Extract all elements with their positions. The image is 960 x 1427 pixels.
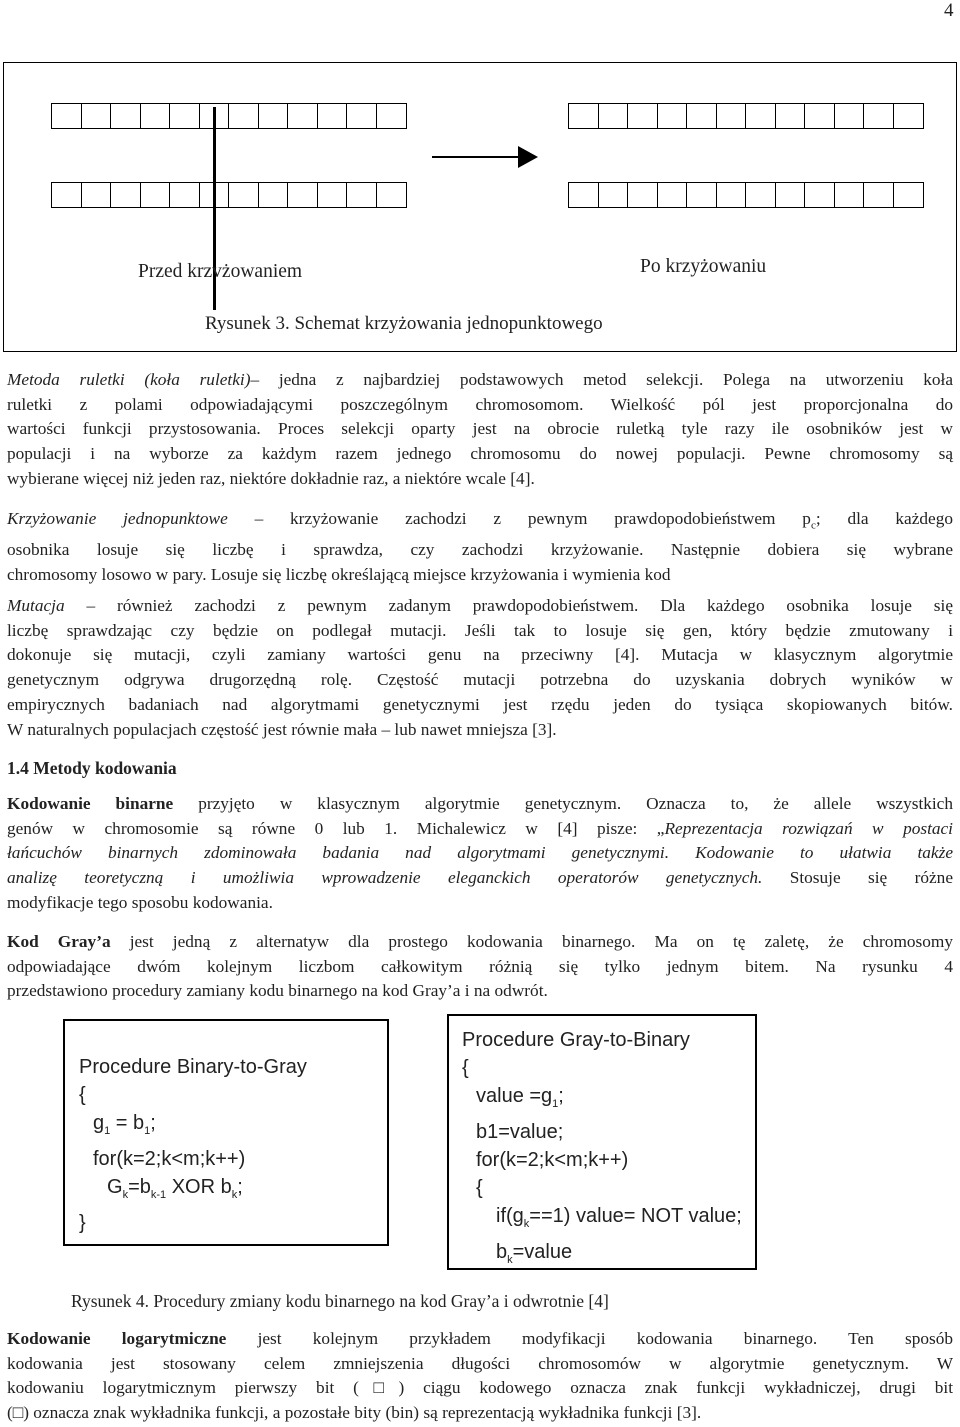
log-coding-paragraph: Kodowanie logarytmiczne jest kolejnym przykładem modyfikacji kodowania binarnego. Ten sposób kodowania jest stosowany celem zmniejszenia długości chromosomów w algorytmie genetycznym. W kodowaniu logarytmicznym pierwszy bit (□) ciągu kodowego oznacza znak funkcji wykładniczej, drugi bit (□) oznacza znak wykładnika funkcji, a pozostałe bity (bin) są reprezentacją wykładnika funkcji [3]. xyxy=(7,1329,953,1423)
gene-cell xyxy=(598,182,629,208)
term-mutation: Mutacja xyxy=(7,596,65,615)
gene-cell xyxy=(346,182,377,208)
roulette-paragraph: Metoda ruletki (koła ruletki)– jedna z najbardziej podstawowych metod selekcji. Polega na utworzeniu koła ruletki z polami odpowiadającymi poszczególnym chromosomom. Wielkość pól jest proporcjonalna do wartości funkcji przystosowania. Proces selekcji oparty jest na obrocie ruletką tyle razy ile osobników jest w populacji i na wyborze za każdym razem jednego chromosomu do nowej populacji. Pewne chromosomy są wybierane więcej niż jeden raz, niektóre dokładnie raz, a niektóre wcale [4]. xyxy=(7,370,953,488)
gene-cell xyxy=(893,182,924,208)
mutation-paragraph: Mutacja – również zachodzi z pewnym zadanym prawdopodobieństwem. Dla każdego osobnika losuje się liczbę sprawdzając czy będzie on podlegał mutacji. Jeśli tak to losuje się gen, który będzie zmutowany i dokonuje się mutacji, czyli zamiany wartości genu na przeciwny [4]. Mutacja w klasycznym algorytmie genetycznym odgrywa drugorzędną rolę. Częstość mutacji potrzebna do uzyskania dobrych wyników w empirycznych badaniach nad algorytmami genetycznymi jest rzędu jeden do tysiąca skopiowanych bitów. W naturalnych populacjach częstość jest równie mała – lub nawet mniejsza [3]. xyxy=(7,596,953,739)
gene-cell xyxy=(110,182,141,208)
gene-cell xyxy=(140,182,171,208)
gene-cell xyxy=(258,182,289,208)
figure-4-caption: Rysunek 4. Procedury zmiany kodu binarnego na kod Gray’a i odwrotnie [4] xyxy=(71,1291,609,1311)
gene-cell xyxy=(598,103,629,129)
gene-cell xyxy=(258,103,289,129)
binary-to-gray-procedure: Procedure Binary-to-Gray { $g_1 = b_1$; for(k=2;k<m;k++) $G_k=b_{k-1}$ XOR $b_k$; } xyxy=(63,1019,389,1246)
gene-cell xyxy=(376,182,407,208)
gene-cell xyxy=(716,103,747,129)
term-roulette: Metoda ruletki (koła ruletki) xyxy=(7,370,251,389)
gene-cell xyxy=(81,103,112,129)
gene-cell xyxy=(686,182,717,208)
gene-cell xyxy=(686,103,717,129)
gene-cell xyxy=(627,182,658,208)
gene-cell xyxy=(169,182,200,208)
section-heading: 1.4 Metody kodowania xyxy=(7,758,177,778)
page-number: 4 xyxy=(944,0,954,21)
gray-to-binary-procedure: Procedure Gray-to-Binary { value $=g_1$; b1=value; for(k=2;k<m;k++) { $if(g_k==1)$ value= NOT value; $b_k=value$ xyxy=(447,1014,757,1270)
binary-coding-paragraph: Kodowanie binarne przyjęto w klasycznym algorytmie genetycznym. Oznacza to, że allele wszystkich genów w chromosomie są równe 0 lub 1. Michalewicz w [4] pisze: „Reprezentacja rozwiązań w postaci łańcuchów binarnych zdominowała badania nad algorytmami genetycznymi. Kodowanie to ułatwia także analizę teoretyczną i umożliwia wprowadzenie eleganckich operatorów genetycznych. Stosuje się różne modyfikacje tego sposobu kodowania. xyxy=(7,794,953,912)
gene-cell xyxy=(568,182,599,208)
label-before-crossover: Przed krzvżowaniem xyxy=(138,261,303,282)
child-chromosome-2 xyxy=(568,182,922,208)
gene-cell xyxy=(745,103,776,129)
gene-cell xyxy=(834,103,865,129)
gene-cell xyxy=(140,103,171,129)
gene-cell xyxy=(775,103,806,129)
figure-3-caption: Rysunek 3. Schemat krzyżowania jednopunktowego xyxy=(205,313,603,334)
child-chromosome-1 xyxy=(568,103,922,129)
gene-cell xyxy=(804,182,835,208)
term-gray: Kod Gray’a xyxy=(7,932,111,951)
gene-cell xyxy=(893,103,924,129)
crossover-paragraph: Krzyżowanie jednopunktowe – krzyżowanie zachodzi z pewnym prawdopodobieństwem $p_c$; dla każdego osobnika losuje się liczbę i sprawdza, czy zachodzi krzyżowanie. Następnie dobiera się wybrane chromosomy losowo w pary. Losuje się liczbę określającą miejsce krzyżowania i wymienia kod xyxy=(7,509,953,584)
term-binary: Kodowanie binarne xyxy=(7,794,174,813)
gene-cell xyxy=(863,103,894,129)
crossover-figure xyxy=(3,62,957,352)
gene-cell xyxy=(775,182,806,208)
gene-cell xyxy=(228,182,259,208)
gene-cell xyxy=(317,182,348,208)
gene-cell xyxy=(716,182,747,208)
gene-cell xyxy=(287,182,318,208)
gene-cell xyxy=(51,182,82,208)
gene-cell xyxy=(346,103,377,129)
gene-cell xyxy=(81,182,112,208)
gene-cell xyxy=(51,103,82,129)
section-heading-wrap xyxy=(7,756,953,781)
gene-cell xyxy=(745,182,776,208)
gene-cell xyxy=(834,182,865,208)
gene-cell xyxy=(169,103,200,129)
gene-cell xyxy=(317,103,348,129)
term-crossover: Krzyżowanie jednopunktowe xyxy=(7,509,228,528)
label-after-crossover: Po krzyżowaniu xyxy=(640,256,767,277)
gene-cell xyxy=(287,103,318,129)
gene-cell xyxy=(657,103,688,129)
gray-code-paragraph: Kod Gray’a jest jedną z alternatyw dla prostego kodowania binarnego. Ma on tę zaletę, że chromosomy odpowiadające dwóm kolejnym liczbom całkowitym różnią się tylko jednym bitem. Na rysunku 4 przedstawiono procedury zamiany kodu binarnego na kod Gray’a i na odwrót. xyxy=(7,932,953,1001)
gene-cell xyxy=(804,103,835,129)
gene-cell xyxy=(627,103,658,129)
arrow-shaft xyxy=(432,156,522,158)
parent-chromosome-2 xyxy=(51,182,405,208)
gene-cell xyxy=(657,182,688,208)
term-logarithmic: Kodowanie logarytmiczne xyxy=(7,1329,227,1348)
arrow-right-icon xyxy=(518,146,538,168)
gene-cell xyxy=(228,103,259,129)
gene-cell xyxy=(568,103,599,129)
gene-cell xyxy=(376,103,407,129)
gene-cell xyxy=(110,103,141,129)
parent-chromosome-1 xyxy=(51,103,405,129)
gene-cell xyxy=(863,182,894,208)
